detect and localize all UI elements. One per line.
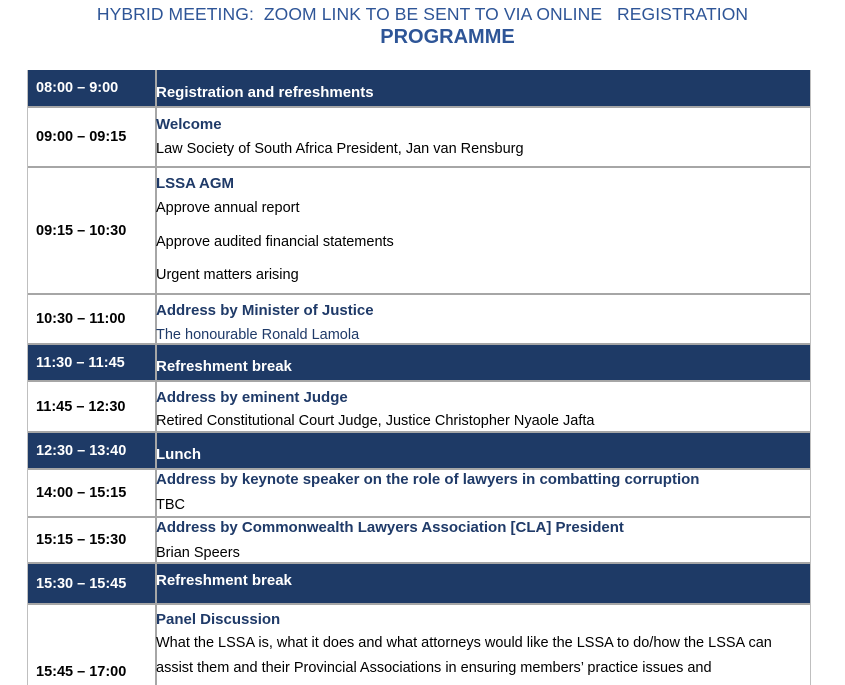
table-row [28, 345, 810, 382]
session-title: Panel Discussion [156, 611, 281, 628]
session-title: Lunch [156, 446, 201, 463]
session-title: LSSA AGM [156, 175, 235, 192]
table-row [28, 108, 810, 168]
table-row [28, 168, 810, 295]
page-title: PROGRAMME [380, 26, 515, 48]
table-row [28, 382, 810, 433]
session-detail: The honourable Ronald Lamola [156, 327, 360, 343]
session-title: Refreshment break [156, 358, 292, 375]
time-slot: 15:15 – 15:30 [28, 518, 157, 562]
session-detail: What the LSSA is, what it does and what attorneys would like the LSSA to do/how the LSSA can assist them and their Provincial Associations in ensuring members’ practice issues and [156, 635, 772, 676]
time-slot: 15:45 – 17:00 [28, 605, 157, 685]
session-detail: TBC [156, 497, 185, 513]
table-row [28, 564, 810, 605]
time-slot: 10:30 – 11:00 [28, 295, 157, 343]
time-slot: 11:30 – 11:45 [28, 345, 157, 380]
time-slot: 11:45 – 12:30 [28, 382, 157, 431]
time-slot: 09:15 – 10:30 [28, 168, 157, 293]
time-slot: 15:30 – 15:45 [28, 564, 157, 603]
session-detail: Approve annual report [156, 200, 300, 216]
session-detail: Urgent matters arising [156, 267, 299, 283]
session-detail: Brian Speers [156, 545, 240, 561]
table-row [28, 295, 810, 345]
session-title: Address by Minister of Justice [156, 302, 374, 319]
meeting-notice: HYBRID MEETING: ZOOM LINK TO BE SENT TO VIA ONLINE REGISTRATION [96, 4, 749, 24]
time-slot: 14:00 – 15:15 [28, 470, 157, 516]
time-slot: 08:00 – 9:00 [28, 70, 157, 106]
table-row [28, 433, 810, 470]
table-row [28, 470, 810, 518]
session-title: Registration and refreshments [156, 84, 374, 101]
time-slot: 12:30 – 13:40 [28, 433, 157, 468]
time-slot: 09:00 – 09:15 [28, 108, 157, 166]
session-detail: Retired Constitutional Court Judge, Justice Christopher Nyaole Jafta [156, 413, 595, 429]
session-title: Address by eminent Judge [156, 389, 348, 406]
session-title: Refreshment break [156, 572, 292, 589]
programme-table [27, 70, 811, 685]
session-title: Address by keynote speaker on the role of lawyers in combatting corruption [156, 471, 700, 488]
table-row [28, 605, 810, 685]
session-title: Welcome [156, 116, 222, 133]
table-row [28, 70, 810, 108]
session-detail: Approve audited financial statements [156, 234, 394, 250]
session-title: Address by Commonwealth Lawyers Association [CLA] President [156, 519, 624, 536]
table-row [28, 518, 810, 564]
session-detail: Law Society of South Africa President, Jan van Rensburg [156, 141, 524, 157]
